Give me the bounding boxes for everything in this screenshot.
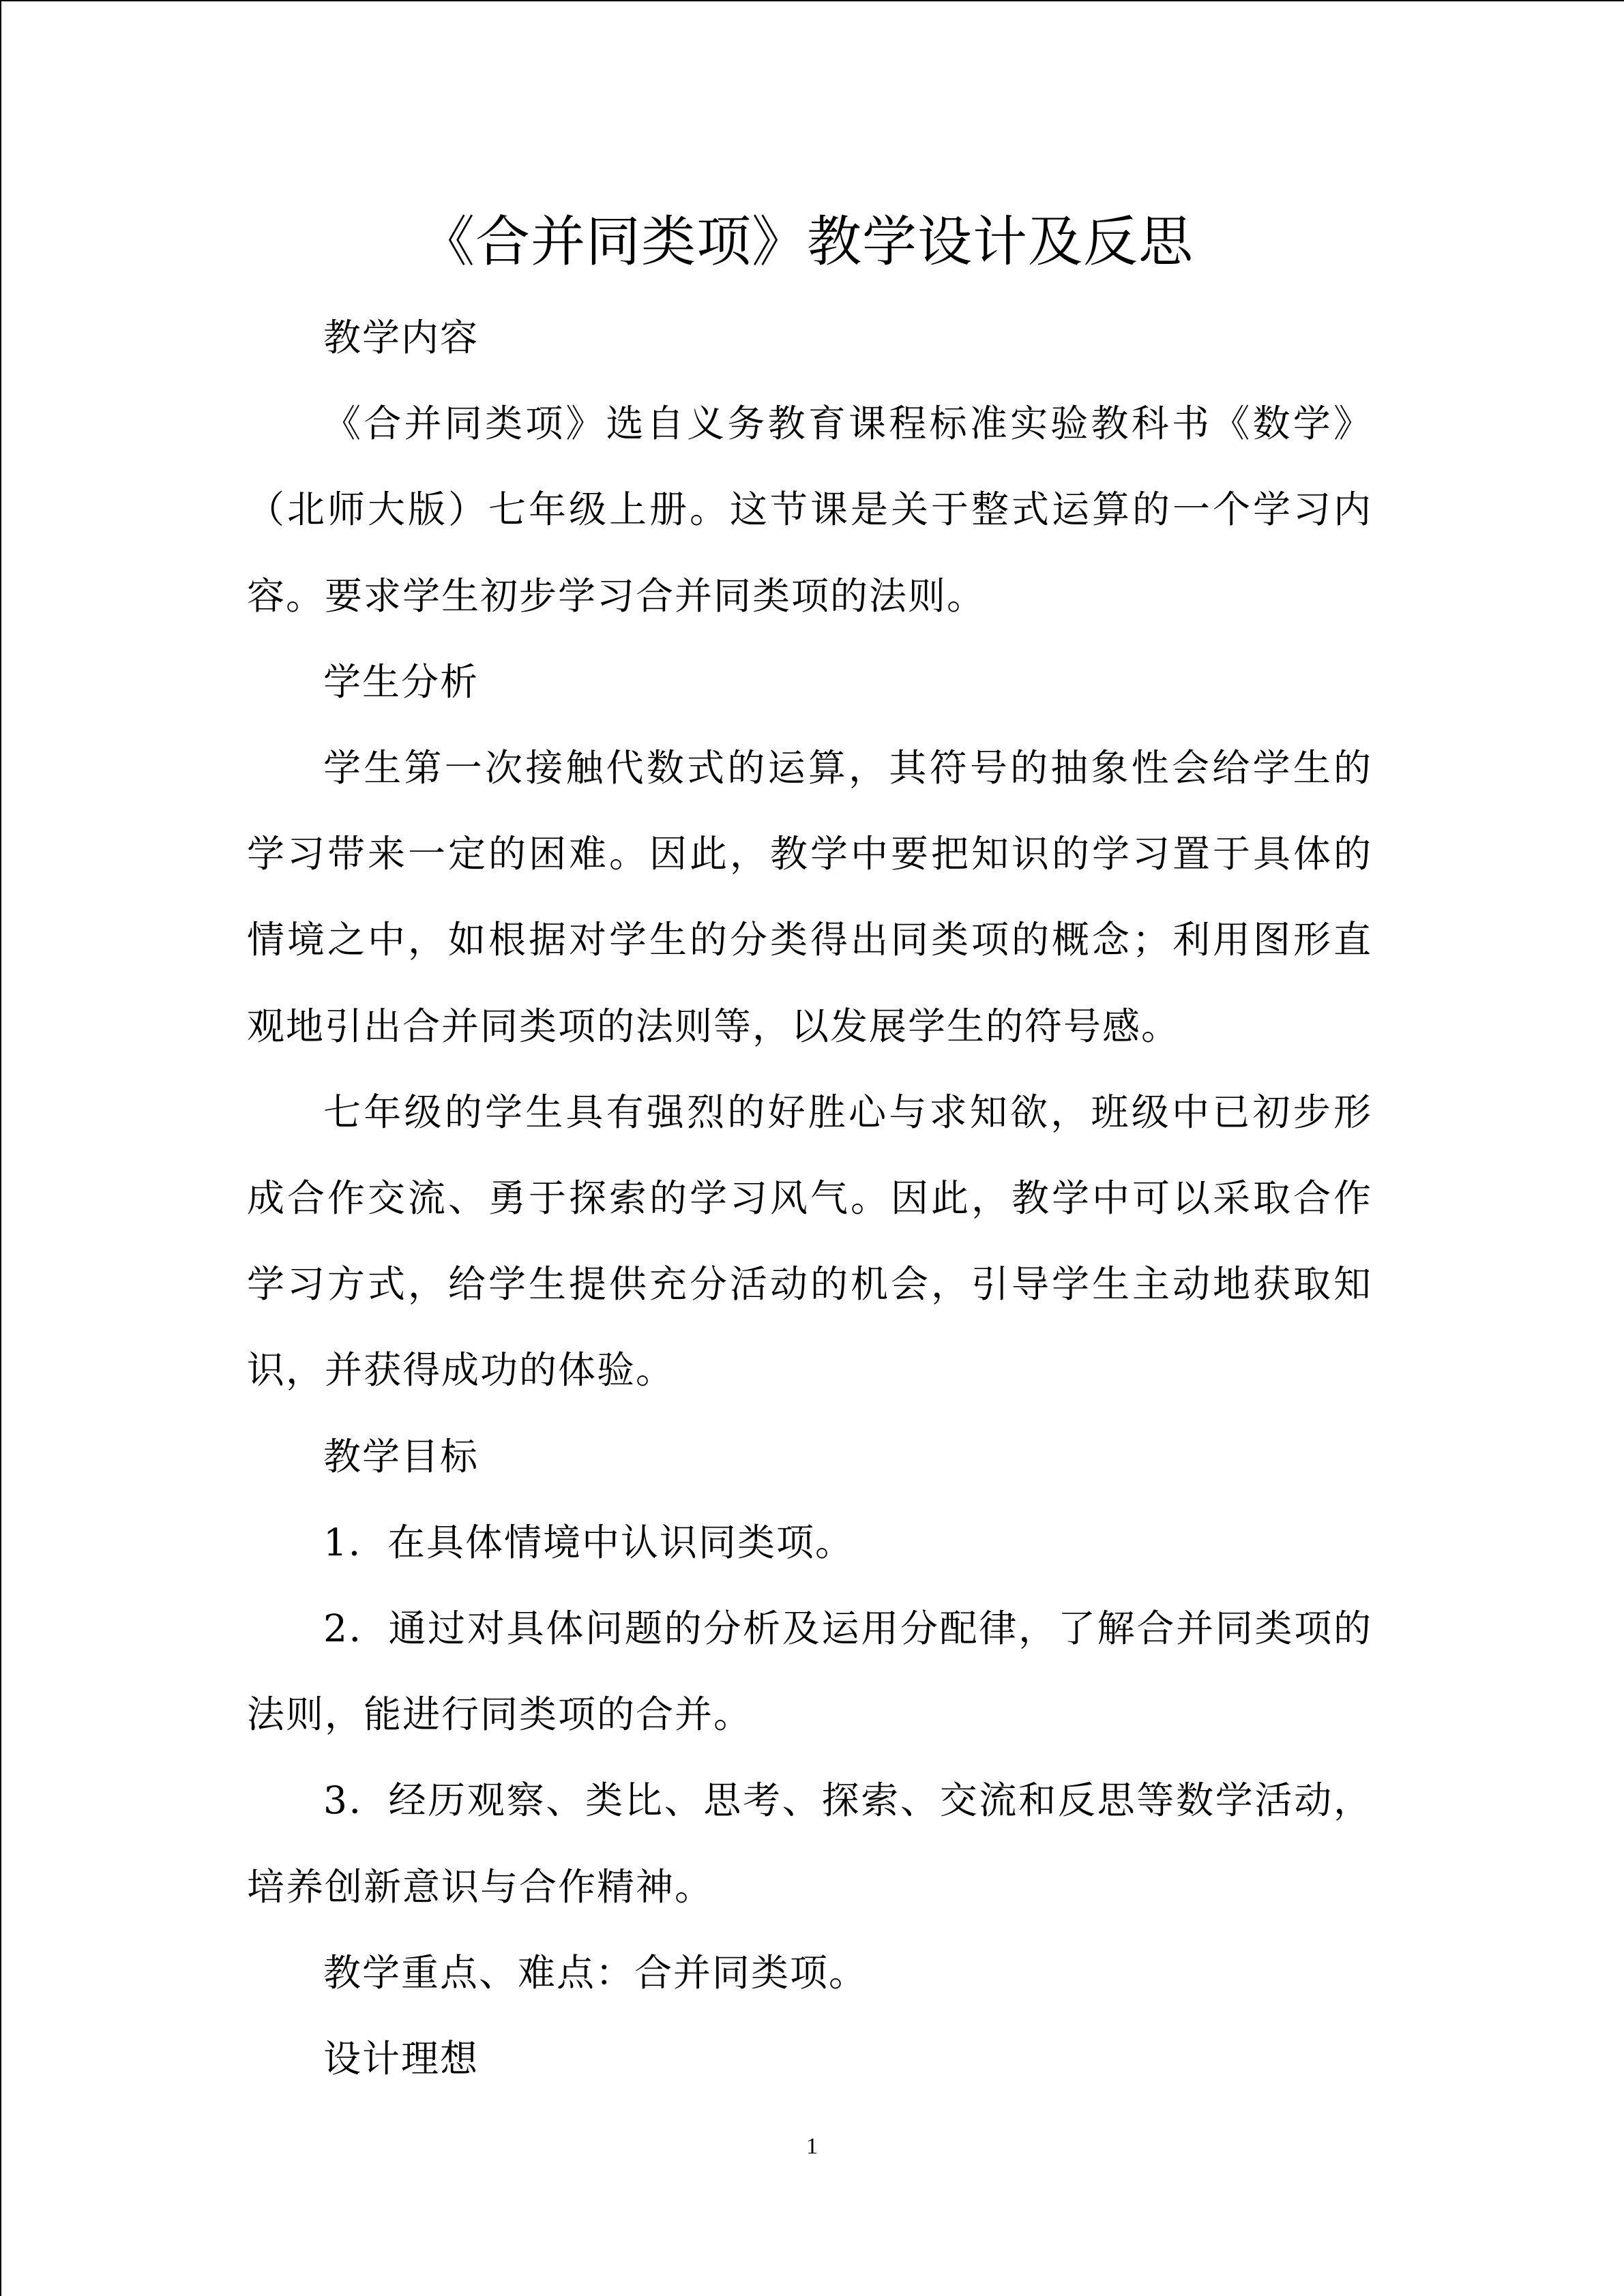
paragraph-student-analysis-2: 七年级的学生具有强烈的好胜心与求知欲，班级中已初步形成合作交流、勇于探索的学习风气。因此，教学中可以采取合作学习方式，给学生提供充分活动的机会，引导学生主动地获取知识，并获得成功的体验。 <box>247 1090 1372 1392</box>
paragraph-student-analysis-1: 学生第一次接触代数式的运算，其符号的抽象性会给学生的学习带来一定的困难。因此，教学中要把知识的学习置于具体的情境之中，如根据对学生的分类得出同类项的概念；利用图形直观地引出合并同类项的法则等，以发展学生的符号感。 <box>247 746 1372 1048</box>
section-heading-teaching-goals: 教学目标 <box>323 1434 479 1478</box>
page-number: 1 <box>806 2134 818 2159</box>
goal-item-2: 2．通过对具体问题的分析及运用分配律，了解合并同类项的法则，能进行同类项的合并。 <box>247 1607 1372 1737</box>
paragraph-content-intro: 《合并同类项》选自义务教育课程标准实验教科书《数学》（北师大版）七年级上册。这节课是关于整式运算的一个学习内容。要求学生初步学习合并同类项的法则。 <box>247 402 1372 618</box>
goal-item-1: 1．在具体情境中认识同类项。 <box>323 1520 854 1564</box>
section-heading-student-analysis: 学生分析 <box>323 659 479 704</box>
section-heading-teaching-content: 教学内容 <box>323 316 479 359</box>
document-title: 《合并同类项》教学设计及反思 <box>420 210 1194 273</box>
key-points-line: 教学重点、难点：合并同类项。 <box>323 1950 868 1995</box>
document-body <box>247 205 1372 2102</box>
goal-item-3: 3．经历观察、类比、思考、探索、交流和反思等数学活动，培养创新意识与合作精神。 <box>247 1778 1372 1909</box>
section-heading-design-idea: 设计理想 <box>323 2037 479 2081</box>
